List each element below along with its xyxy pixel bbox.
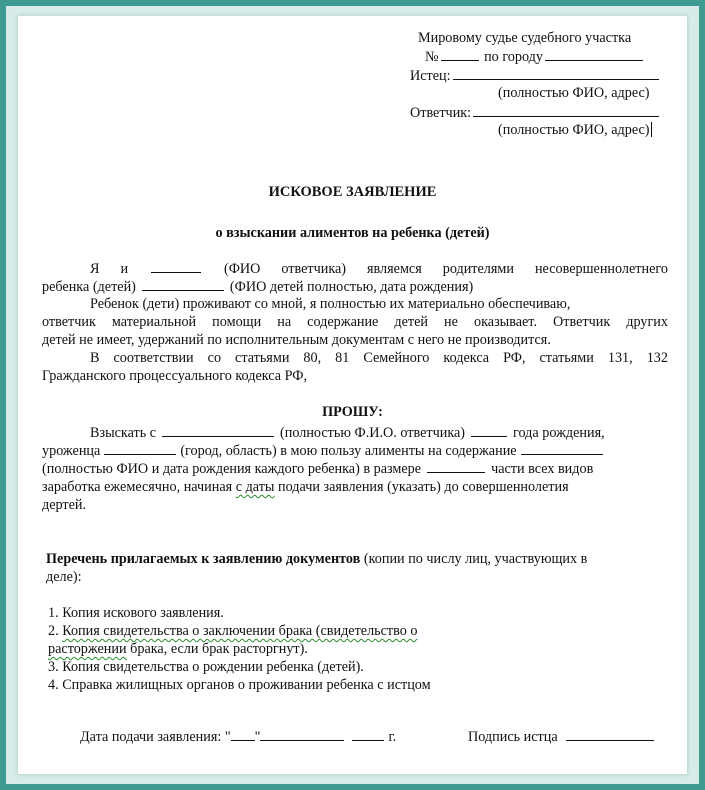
court-addressee: Мировому судье судебного участка [418,30,632,46]
document-subtitle: о взыскании алиментов на ребенка (детей) [215,225,490,241]
paragraph-2-line-2: ответчик материальной помощи на содержание детей не оказывает. Ответчик других [42,314,668,330]
defendant-blank[interactable] [473,104,659,117]
paragraph-3-line-1: В соответствии со статьями 80, 81 Семейного кодекса РФ, статьями 131, 132 [90,350,668,366]
p1-children-label: ребенка (детей) [42,279,136,295]
paragraph-1-line-1 [42,260,668,278]
document-page [18,16,687,774]
p1-word: и [120,261,129,277]
request-text: (полностью Ф.И.О. ответчика) [280,425,466,441]
number-blank[interactable] [441,48,479,61]
request-line-5: дертей. [42,497,87,513]
defendant-name-blank[interactable] [151,260,201,273]
request-text: уроженца [42,443,101,459]
plaintiff-hint: (полностью ФИО, адрес) [498,85,650,101]
request-text: части всех видов [491,461,594,477]
paragraph-1-line-2 [42,278,473,296]
p1-children-hint: (ФИО детей полностью, дата рождения) [229,279,474,295]
attachment-item-2 [48,623,417,640]
p1-word: несовершеннолетнего [534,261,668,277]
document-frame [6,6,699,784]
attachments-heading-bold: Перечень прилагаемых к заявлению документов [46,551,361,567]
p1-word: Я [90,261,100,277]
day-blank[interactable] [231,728,255,741]
child-blank[interactable] [521,442,603,455]
attachment-item-4: 4. Справка жилищных органов о проживании ребенка с истцом [48,677,431,693]
birth-year-blank[interactable] [471,424,507,437]
plaintiff-line [410,67,661,85]
year-blank[interactable] [352,728,384,741]
attachments-heading [46,551,587,568]
defendant-label: Ответчик: [410,105,472,121]
request-text: Взыскать с [90,425,157,441]
attachment-item-2-line-2 [48,641,308,658]
court-number-line [425,48,645,66]
p1-word: ответчика) [281,261,347,277]
defendant-line [410,104,661,122]
attachment-item-3: 3. Копия свидетельства о рождении ребенка (детей). [48,659,364,675]
attachments-heading-line-2: деле): [46,569,82,585]
spellcheck-flagged-text: Копия свидетельства о заключении брака (свидетельство о [62,623,418,639]
paragraph-3-line-2: Гражданского процессуального кодекса РФ, [42,368,308,384]
city-blank[interactable] [545,48,643,61]
document-title: ИСКОВОЕ ЗАЯВЛЕНИЕ [268,184,437,200]
year-suffix: г. [388,729,397,745]
quote-close: " [254,729,261,745]
birthplace-blank[interactable] [104,442,176,455]
defendant-fio-blank[interactable] [162,424,274,437]
p1-word: родителями [442,261,514,277]
signature-line [468,728,654,746]
attachment-item-2-number: 2. [48,623,63,639]
p1-word: (ФИО [223,261,261,277]
number-sign: № [425,49,439,65]
month-blank[interactable] [260,728,344,741]
p1-word: являемся [367,261,422,277]
filing-date-line [80,728,396,746]
request-line-1 [90,424,605,442]
request-text: года рождения, [513,425,605,441]
plaintiff-label: Истец: [410,68,451,84]
request-line-3 [42,460,593,478]
spellcheck-flagged-text: с даты [235,479,275,495]
request-line-4 [42,479,569,496]
spellcheck-flagged-text: расторжении [48,641,127,657]
attachments-heading-rest: (копии по числу лиц, участвующих в [360,551,588,567]
signature-blank[interactable] [566,728,654,741]
text-cursor [651,122,652,137]
paragraph-2-line-1: Ребенок (дети) проживают со мной, я полностью их материально обеспечиваю, [90,296,571,312]
defendant-hint-text: (полностью ФИО, адрес) [498,122,650,138]
attachment-item-1: 1. Копия искового заявления. [48,605,224,621]
signature-label: Подпись истца [468,729,558,745]
children-blank[interactable] [142,278,224,291]
city-label: по городу [480,49,543,65]
request-line-2 [42,442,607,460]
plaintiff-blank[interactable] [453,67,659,80]
attachment-item-2-rest: брака, если брак расторгнут). [126,641,308,657]
defendant-hint [498,122,652,139]
request-text: заработка ежемесячно, начиная [42,479,233,495]
filing-date-label: Дата подачи заявления: " [80,729,231,745]
request-text: подачи заявления (указать) до совершеннолетия [278,479,569,495]
paragraph-2-line-3: детей не имеет, удержаний по исполнительным документам с него не производится. [42,332,551,348]
request-heading: ПРОШУ: [322,404,383,420]
request-text: (город, область) в мою пользу алименты на содержание [180,443,517,459]
request-text: (полностью ФИО и дата рождения каждого ребенка) в размере [42,461,422,477]
share-blank[interactable] [427,460,485,473]
